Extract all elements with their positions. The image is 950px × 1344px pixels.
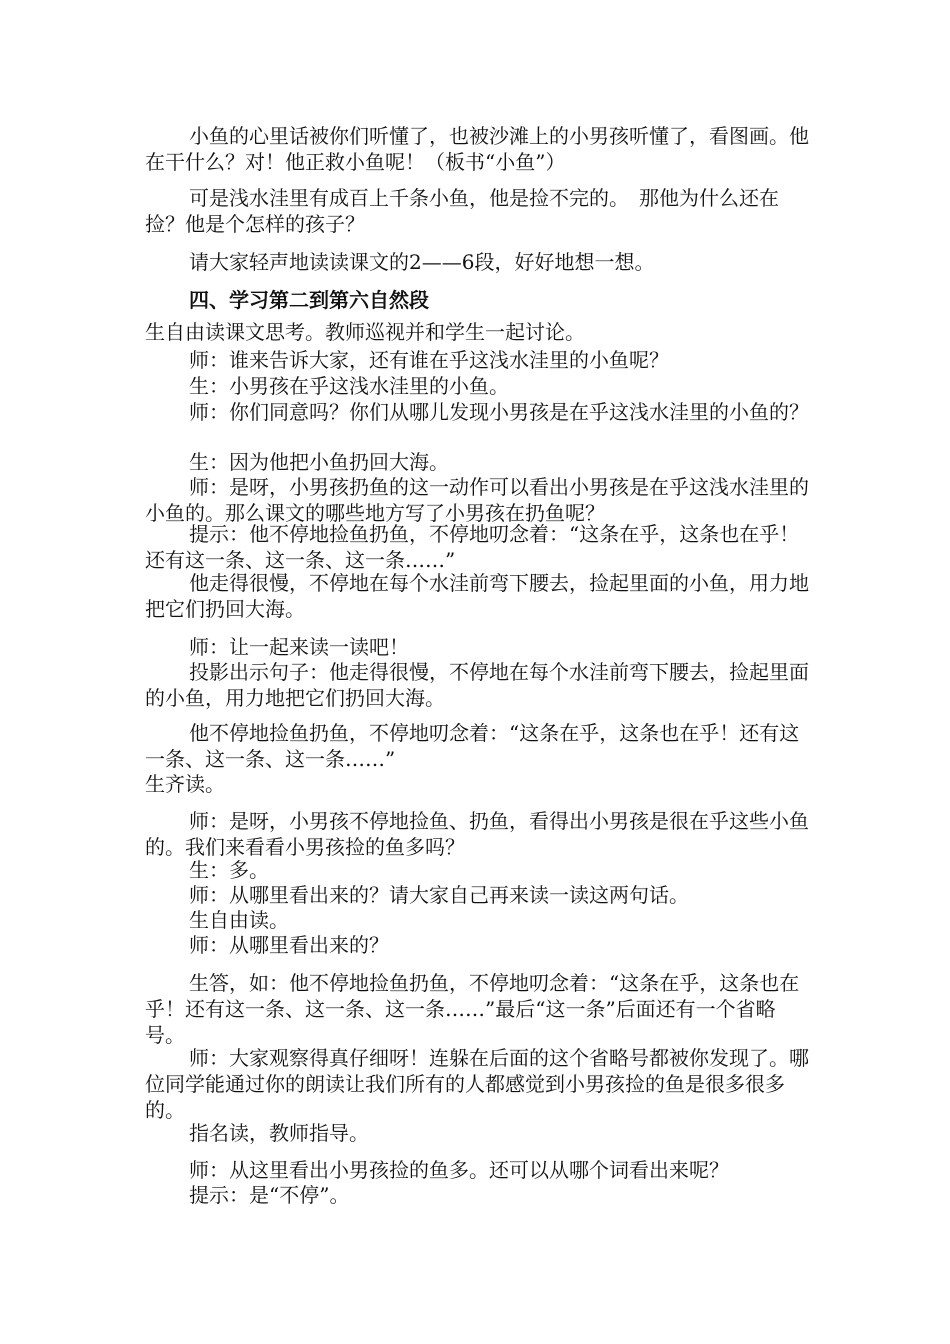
hint-line: 提示：是“不停”。 [189, 1183, 350, 1207]
dialogue-line: 师：你们同意吗？你们从哪儿发现小男孩是在乎这浅水洼里的小鱼的？ [189, 400, 809, 424]
dialogue-line: 生：多。 [189, 858, 269, 882]
paragraph-question: 可是浅水洼里有成百上千条小鱼，他是捡不完的。 那他为什么还在捡？他是个怎样的孩子？ [145, 186, 779, 236]
paragraph-intro: 小鱼的心里话被你们听懂了，也被沙滩上的小男孩听懂了，看图画。他在干什么？对！他正救小鱼呢！（板书“小鱼”） [145, 124, 809, 174]
dialogue-line: 师：从哪里看出来的？请大家自己再来读一读这两句话。 [189, 883, 689, 907]
paragraph-group-reading: 生齐读。 [145, 772, 225, 796]
student-answer: 生答，如：他不停地捡鱼扔鱼，不停地叨念着：“这条在乎，这条也在乎！还有这一条、这一条、这一条……”最后“这一条”后面还有一个省略号。 [145, 971, 800, 1047]
hint-line: 提示：他不停地捡鱼扔鱼，不停地叨念着：“这条在乎，这条也在乎！还有这一条、这一条、这一条……” [145, 522, 800, 572]
dialogue-line: 生：因为他把小鱼扔回大海。 [189, 450, 449, 474]
paragraph-student-reading: 生自由读课文思考。教师巡视并和学生一起讨论。 [145, 320, 585, 344]
dialogue-line: 生：小男孩在乎这浅水洼里的小鱼。 [189, 374, 509, 398]
dialogue-line: 师：从这里看出小男孩捡的鱼多。还可以从哪个词看出来呢？ [189, 1158, 729, 1182]
dialogue-line: 指名读，教师指导。 [189, 1121, 369, 1145]
quoted-sentence: 他走得很慢，不停地在每个水洼前弯下腰去，捡起里面的小鱼，用力地把它们扔回大海。 [145, 571, 809, 621]
quoted-sentence: 他不停地捡鱼扔鱼，不停地叨念着：“这条在乎，这条也在乎！还有这一条、这一条、这一条……” [145, 721, 800, 771]
dialogue-line: 师：从哪里看出来的？ [189, 933, 389, 957]
dialogue-line: 师：谁来告诉大家，还有谁在乎这浅水洼里的小鱼呢？ [189, 348, 669, 372]
section-heading: 四、学习第二到第六自然段 [189, 288, 429, 312]
dialogue-line: 师：是呀，小男孩扔鱼的这一动作可以看出小男孩是在乎这浅水洼里的小鱼的。那么课文的哪些地方写了小男孩在扔鱼呢？ [145, 475, 809, 525]
paragraph-instruction: 请大家轻声地读读课文的2——6段，好好地想一想。 [189, 250, 655, 274]
dialogue-line: 师：是呀，小男孩不停地捡鱼、扔鱼，看得出小男孩是很在乎这些小鱼的。我们来看看小男孩捡的鱼多吗？ [145, 809, 809, 859]
dialogue-line: 师：大家观察得真仔细呀！连躲在后面的这个省略号都被你发现了。哪位同学能通过你的朗读让我们所有的人都感觉到小男孩捡的鱼是很多很多的。 [145, 1046, 809, 1122]
dialogue-line: 生自由读。 [189, 908, 289, 932]
projected-sentence: 投影出示句子：他走得很慢，不停地在每个水洼前弯下腰去，捡起里面的小鱼，用力地把它们扔回大海。 [145, 660, 809, 710]
dialogue-line: 师：让一起来读一读吧！ [189, 635, 409, 659]
